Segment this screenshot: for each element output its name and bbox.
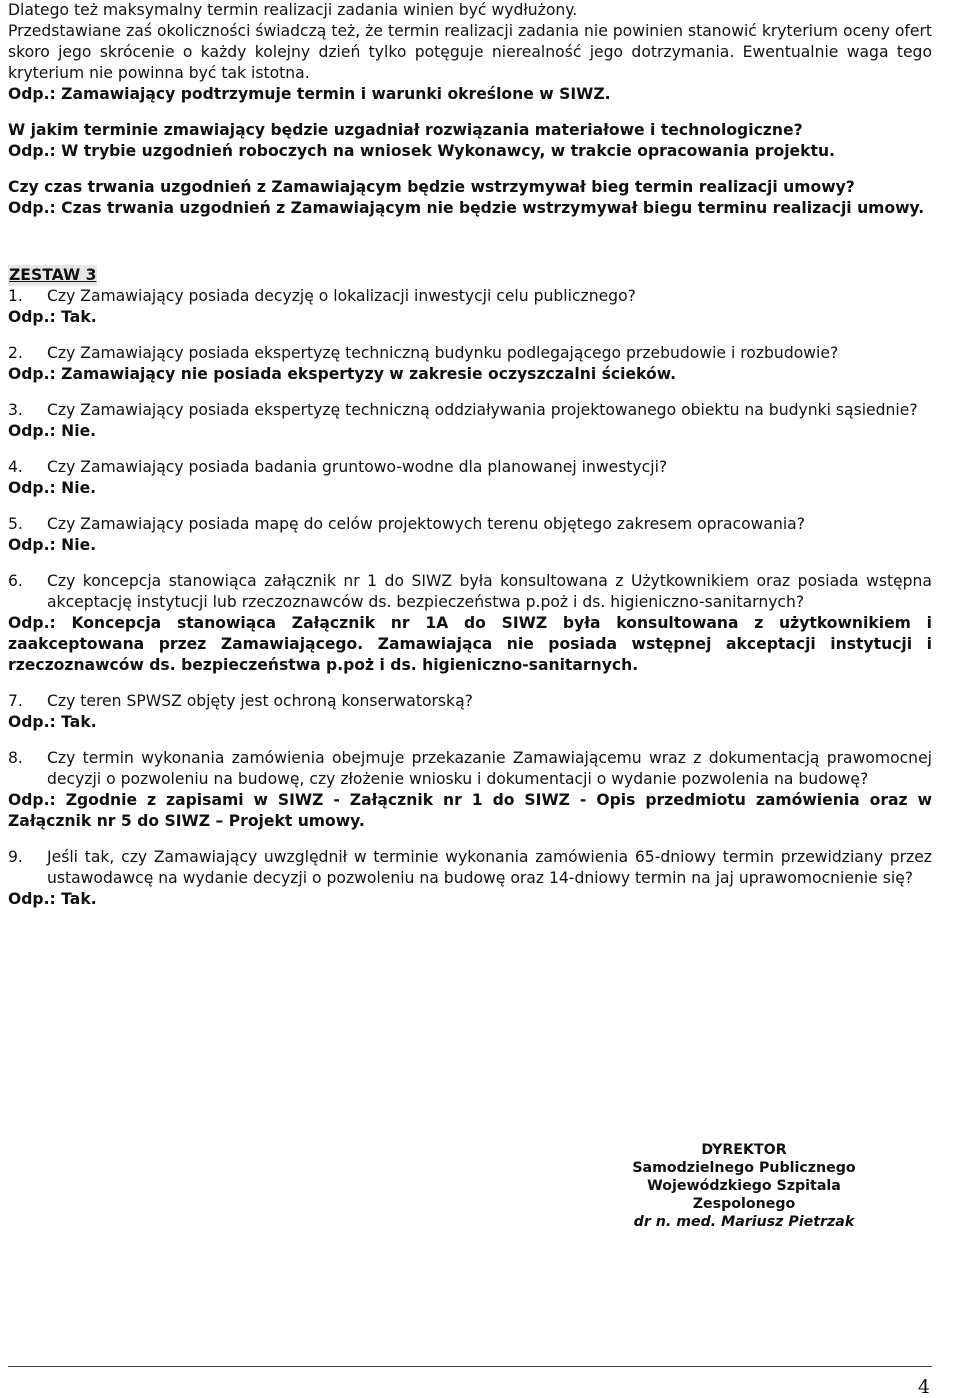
item-answer: Odp.: Tak. bbox=[8, 713, 97, 731]
item-question: Czy termin wykonania zamówienia obejmuje przekazanie Zamawiającemu wraz z dokumentacją prawomocnej decyzji o pozwoleniu na budowę, czy złożenie wniosku i dokumentacji o wydanie pozwolenia na budowę? bbox=[47, 749, 932, 788]
item-answer: Odp.: Zamawiający nie posiada ekspertyzy w zakresie oczyszczalni ścieków. bbox=[8, 365, 677, 383]
item-answer: Odp.: Tak. bbox=[8, 890, 97, 908]
signature-block bbox=[596, 1141, 892, 1231]
item-number: 8. bbox=[8, 749, 23, 767]
signature-title: DYREKTOR bbox=[701, 1142, 787, 1158]
item-answer: Odp.: Nie. bbox=[8, 536, 97, 554]
question-2: Czy czas trwania uzgodnień z Zamawiającym będzie wstrzymywał bieg termin realizacji umowy? bbox=[8, 178, 855, 196]
signature-name: dr n. med. Mariusz Pietrzak bbox=[633, 1214, 855, 1230]
item-number: 7. bbox=[8, 692, 23, 710]
intro-paragraph: Przedstawiane zaś okoliczności świadczą też, że termin realizacji zadania nie powinien stanowić kryterium oceny ofert skoro jego skrócenie o każdy kolejny dzień tylko potęguje nierealność jego dotrzymania. Ewentualnie waga tego kryterium nie powinna być tak istotna. bbox=[8, 22, 932, 82]
item-number: 5. bbox=[8, 515, 23, 533]
item-number: 3. bbox=[8, 401, 23, 419]
question-1: W jakim terminie zmawiający będzie uzgadniał rozwiązania materiałowe i technologiczne? bbox=[8, 121, 803, 139]
item-question: Czy koncepcja stanowiąca załącznik nr 1 do SIWZ była konsultowana z Użytkownikiem oraz posiada wstępna akceptację instytucji lub rzeczoznawców ds. bezpieczeństwa p.poż i ds. higieniczno-sanitarnych? bbox=[47, 572, 932, 611]
item-number: 4. bbox=[8, 458, 23, 476]
item-number: 6. bbox=[8, 572, 23, 590]
list-item bbox=[8, 748, 932, 790]
signature-institution: Samodzielnego Publicznego bbox=[632, 1160, 856, 1176]
section-heading: ZESTAW 3 bbox=[9, 266, 97, 284]
list-item bbox=[8, 847, 932, 889]
item-answer: Odp.: Tak. bbox=[8, 308, 97, 326]
list-item bbox=[8, 691, 932, 712]
list-item bbox=[8, 400, 932, 421]
footer-divider bbox=[8, 1366, 932, 1367]
item-answer: Odp.: Nie. bbox=[8, 422, 97, 440]
item-answer: Odp.: Zgodnie z zapisami w SIWZ - Załącznik nr 1 do SIWZ - Opis przedmiotu zamówienia oraz w Załącznik nr 5 do SIWZ – Projekt umowy. bbox=[8, 791, 932, 830]
intro-answer: Odp.: Zamawiający podtrzymuje termin i warunki określone w SIWZ. bbox=[8, 85, 611, 103]
item-number: 2. bbox=[8, 344, 23, 362]
item-number: 1. bbox=[8, 287, 23, 305]
page-number: 4 bbox=[917, 1376, 930, 1398]
list-item bbox=[8, 343, 932, 364]
answer-1: Odp.: W trybie uzgodnień roboczych na wniosek Wykonawcy, w trakcie opracowania projektu. bbox=[8, 142, 835, 160]
answer-2: Odp.: Czas trwania uzgodnień z Zamawiającym nie będzie wstrzymywał biegu terminu realizacji umowy. bbox=[8, 199, 925, 217]
item-question: Czy Zamawiający posiada ekspertyzę techniczną budynku podlegającego przebudowie i rozbudowie? bbox=[47, 344, 839, 362]
list-item bbox=[8, 457, 932, 478]
item-question: Czy Zamawiający posiada badania gruntowo-wodne dla planowanej inwestycji? bbox=[47, 458, 668, 476]
list-item bbox=[8, 514, 932, 535]
item-question: Czy teren SPWSZ objęty jest ochroną konserwatorską? bbox=[47, 692, 473, 710]
document-page bbox=[8, 0, 932, 910]
item-question: Czy Zamawiający posiada ekspertyzę techniczną oddziaływania projektowanego obiektu na budynki sąsiednie? bbox=[47, 401, 918, 419]
item-number: 9. bbox=[8, 848, 23, 866]
item-question: Czy Zamawiający posiada mapę do celów projektowych terenu objętego zakresem opracowania? bbox=[47, 515, 805, 533]
item-question: Jeśli tak, czy Zamawiający uwzględnił w terminie wykonania zamówienia 65-dniowy termin przewidziany przez ustawodawcę na wydanie decyzji o pozwoleniu na budowę oraz 14-dniowy termin na jaj uprawomocnienie się? bbox=[47, 848, 932, 887]
list-item bbox=[8, 571, 932, 613]
item-answer: Odp.: Koncepcja stanowiąca Załącznik nr 1A do SIWZ była konsultowana z użytkownikiem i zaakceptowana przez Zamawiającego. Zamawiająca nie posiada wstępnej akceptacji instytucji i rzeczoznawców ds. bezpieczeństwa p.poż i ds. higieniczno-sanitarnych. bbox=[8, 614, 932, 674]
item-answer: Odp.: Nie. bbox=[8, 479, 97, 497]
intro-line: Dlatego też maksymalny termin realizacji zadania winien być wydłużony. bbox=[8, 1, 578, 19]
item-question: Czy Zamawiający posiada decyzję o lokalizacji inwestycji celu publicznego? bbox=[47, 287, 636, 305]
list-item bbox=[8, 286, 932, 307]
signature-hospital: Wojewódzkiego Szpitala Zespolonego bbox=[647, 1178, 841, 1212]
